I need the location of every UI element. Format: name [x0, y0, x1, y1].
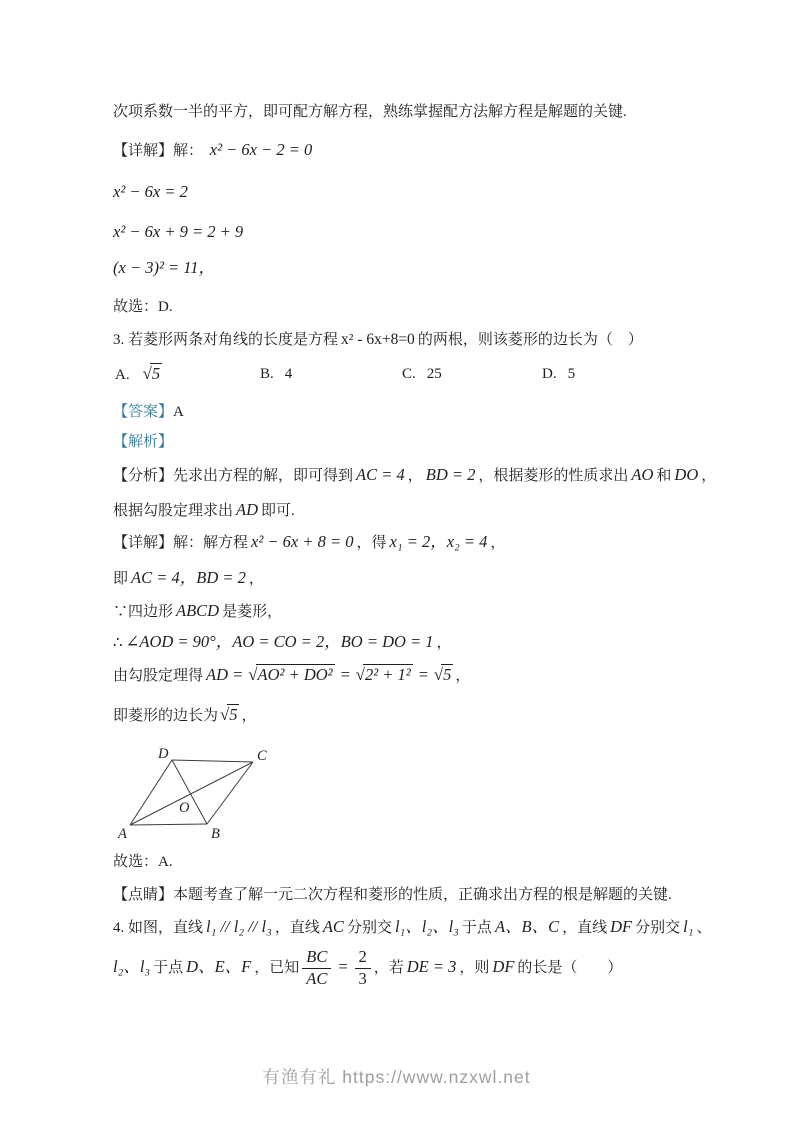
- option-c: [402, 363, 442, 385]
- math-run: =: [417, 665, 429, 684]
- step-text: 是菱形，: [222, 604, 283, 620]
- detail-text: ，得: [356, 535, 387, 551]
- question3-stem: [113, 329, 643, 351]
- math-run: x₁ = 2，x₂ = 4: [389, 532, 488, 551]
- analysis-text: ，: [701, 468, 717, 484]
- radical-expression: [218, 705, 241, 724]
- solution-step-3: [113, 631, 452, 654]
- fraction-denominator: 3: [358, 968, 367, 988]
- step-text: ，: [241, 708, 257, 724]
- option-c-value: 25: [426, 366, 442, 382]
- analysis-text: 【分析】先求出方程的解，即可得到: [113, 468, 354, 484]
- math-run: BD = 2: [425, 465, 476, 484]
- radical-sign: √: [433, 665, 444, 684]
- key-note-line: [113, 101, 627, 123]
- conclusion-text: 故选：D.: [113, 299, 173, 315]
- detail-line-q3: [113, 531, 505, 554]
- analysis-header: 【解析】: [113, 434, 174, 450]
- analysis-line-2: [113, 499, 295, 522]
- radicand: 5: [443, 665, 452, 684]
- math-run: DE = 3: [406, 956, 457, 976]
- step-text: ∴: [113, 635, 123, 651]
- analysis-text: 即可.: [261, 503, 295, 519]
- math-run: l₁、l₂、l₃: [394, 917, 459, 936]
- radicand: 2² + 1²: [364, 665, 411, 684]
- step-text: ，: [455, 668, 471, 684]
- fraction-2-3: [355, 948, 371, 989]
- solution-step-1: [113, 567, 264, 590]
- center-label-o: O: [179, 800, 190, 816]
- equation: x² − 6x + 9 = 2 + 9: [113, 222, 244, 241]
- stem-text: 、: [696, 920, 712, 936]
- step-text: ∵四边形: [113, 604, 174, 620]
- equation-line: [113, 257, 218, 280]
- math-run: AC = 4: [356, 465, 405, 484]
- radical-sign: √: [142, 364, 152, 383]
- conclusion-line-q2: [113, 296, 173, 318]
- option-d-value: 5: [567, 366, 576, 382]
- radical-expression: [432, 665, 455, 684]
- tip-text: 【点睛】本题考查了解一元二次方程和菱形的性质，正确求出方程的根是解题的关键.: [113, 887, 672, 903]
- math-run: AO: [631, 465, 654, 484]
- math-run: ∠AOD = 90°，AO = CO = 2，BO = DO = 1: [125, 632, 434, 651]
- math-run: AD: [236, 500, 259, 519]
- vertex-label-a: A: [118, 826, 127, 842]
- math-run: AC: [322, 917, 344, 936]
- edge-bc: [207, 762, 253, 824]
- diagonal-ac: [130, 762, 253, 825]
- math-run: DF: [492, 956, 515, 976]
- conclusion-line-q3: [113, 851, 173, 873]
- fraction-denominator: AC: [306, 968, 328, 988]
- option-b-value: 4: [284, 366, 293, 382]
- radical-expression: [246, 665, 336, 684]
- answer-line: [113, 401, 184, 423]
- question4-stem-line1: [113, 916, 711, 939]
- stem-text: 于点: [461, 920, 492, 936]
- edge-ab: [130, 824, 207, 825]
- fraction-numerator: 2: [355, 948, 371, 969]
- option-b: [260, 363, 292, 385]
- analysis-text: ，: [407, 468, 423, 484]
- stem-text: 分别交: [346, 920, 392, 936]
- math-run: ABCD: [176, 601, 220, 620]
- equation: x² − 6x = 2: [113, 182, 188, 201]
- equation-line: [113, 221, 246, 244]
- radicand: 5: [229, 705, 238, 724]
- solution-step-4: [113, 664, 470, 687]
- question4-stem-line2: [113, 948, 622, 989]
- radical-expression: [354, 665, 415, 684]
- stem-prefix: 3. 若菱形两条对角线的长度是方程: [113, 332, 339, 348]
- answer-label: 【答案】: [113, 404, 174, 420]
- math-run: A、B、C: [494, 917, 560, 936]
- option-d: [542, 363, 575, 385]
- footer-watermark: [0, 1064, 793, 1089]
- edge-da: [130, 760, 172, 825]
- math-run: DF: [610, 917, 633, 936]
- math-run: l₁ // l₂ // l₃: [206, 917, 272, 936]
- radical-sign: √: [220, 705, 230, 724]
- solution-step-5: [113, 704, 257, 727]
- stem-text: ，直线: [562, 920, 608, 936]
- analysis-text: ，根据菱形的性质求出: [478, 468, 629, 484]
- step-text: ，: [436, 635, 452, 651]
- math-run: =: [337, 956, 349, 976]
- radicand: 5: [151, 364, 161, 383]
- math-run: x² − 6x + 8 = 0: [251, 532, 354, 551]
- step-text: 即菱形的边长为: [113, 708, 219, 724]
- math-run: l₁: [683, 917, 694, 936]
- stem-text: 4. 如图，直线: [113, 920, 204, 936]
- analysis-line-1: [113, 464, 716, 487]
- vertex-label-c: C: [257, 748, 267, 764]
- stem-equation: x² - 6x+8=0: [341, 331, 415, 348]
- detail-text: 【详解】解：解方程: [113, 535, 249, 551]
- stem-text: ，若: [373, 959, 404, 976]
- option-a-label: A.: [115, 367, 130, 383]
- analysis-header-line: [113, 431, 173, 453]
- rhombus-diagram: [110, 740, 285, 842]
- conclusion-text: 故选：A.: [113, 854, 173, 870]
- math-run: AC = 4，BD = 2: [131, 568, 246, 587]
- solution-step-2: [113, 600, 282, 623]
- stem-suffix: 的两根，则该菱形的边长为（ ）: [417, 332, 643, 348]
- step-text: ，: [248, 571, 264, 587]
- diagonal-bd: [172, 760, 207, 824]
- stem-text: 于点: [153, 959, 184, 976]
- option-b-label: B.: [260, 366, 274, 382]
- detail-label: 【详解】解：: [113, 143, 204, 159]
- math-run: AD =: [206, 665, 244, 684]
- option-d-label: D.: [542, 366, 557, 382]
- radical-expression: [141, 364, 164, 383]
- vertex-label-d: D: [158, 746, 169, 762]
- analysis-text: 根据勾股定理求出: [113, 503, 234, 519]
- radical-sign: √: [355, 665, 365, 684]
- step-text: 即: [113, 571, 129, 587]
- step-text: 由勾股定理得: [113, 668, 204, 684]
- option-c-label: C.: [402, 366, 416, 382]
- analysis-text: 和: [656, 468, 672, 484]
- equation-line: [113, 181, 191, 204]
- radical-sign: √: [248, 665, 258, 684]
- equation: x² − 6x − 2 = 0: [209, 140, 313, 159]
- stem-text: 的长是（ ）: [517, 959, 623, 976]
- option-a: [115, 363, 164, 386]
- math-run: l₂、l₃: [113, 956, 151, 976]
- stem-text: ，直线: [274, 920, 320, 936]
- radicand: AO² + DO²: [257, 665, 333, 684]
- tip-line: [113, 884, 672, 906]
- equation: (x − 3)² = 11，: [113, 258, 216, 277]
- fraction-bc-ac: [302, 948, 331, 989]
- key-note-text: 次项系数一半的平方，即可配方解方程，熟练掌握配方法解方程是解题的关键.: [113, 104, 627, 120]
- footer-text: 有渔有礼 https://www.nzxwl.net: [262, 1067, 531, 1087]
- math-run: =: [339, 665, 351, 684]
- edge-cd: [172, 760, 253, 762]
- detail-text: ，: [490, 535, 506, 551]
- stem-text: 分别交: [635, 920, 681, 936]
- math-run: D、E、F: [186, 956, 252, 976]
- math-run: DO: [674, 465, 699, 484]
- detail-line-q2: [113, 139, 315, 162]
- vertex-label-b: B: [211, 826, 220, 842]
- fraction-numerator: BC: [302, 948, 331, 969]
- stem-text: ，则: [459, 959, 490, 976]
- answer-value: A: [173, 404, 184, 420]
- stem-text: ，已知: [254, 959, 300, 976]
